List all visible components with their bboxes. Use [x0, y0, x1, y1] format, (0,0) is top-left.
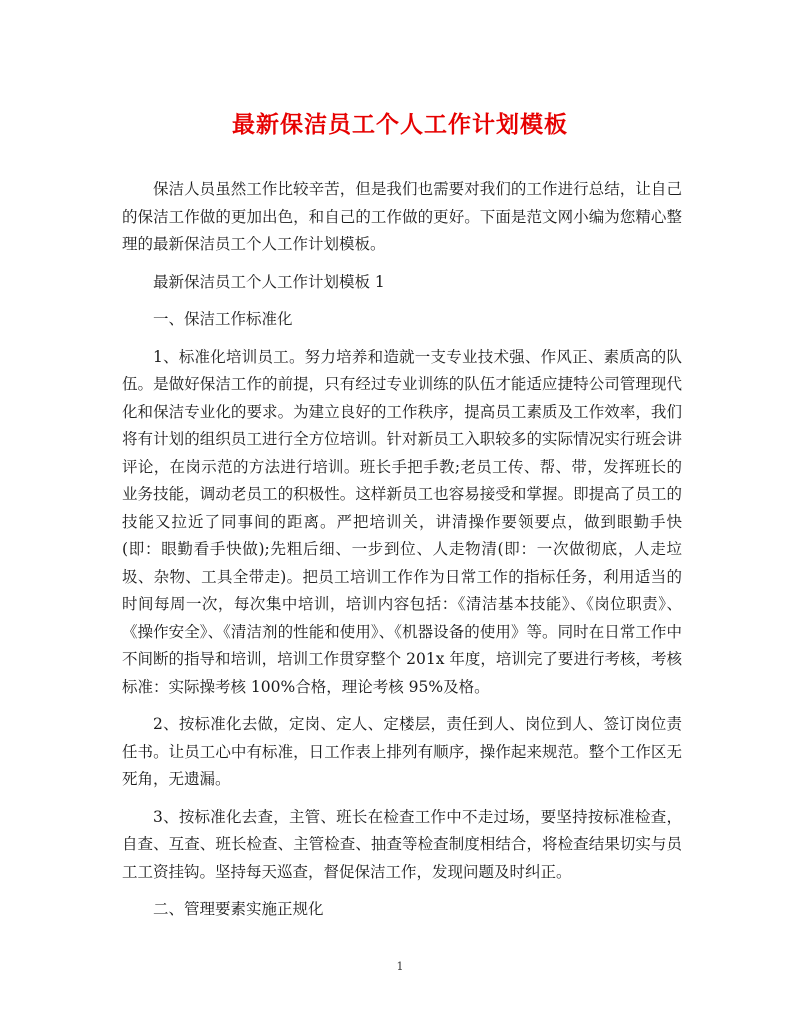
section-heading-standardization: 一、保洁工作标准化 [153, 310, 293, 328]
page-number: 1 [396, 960, 404, 973]
paragraph-standard-inspection: 3、按标准化去查，主管、班长在检查工作中不走过场，要坚持按标准检查，自查、互查、班长检查、主管检查、抽查等检查制度相结合，将检查结果切实与员工工资挂钩。坚持每天巡查，督促保洁工作，发现问题及时纠正。 [122, 807, 682, 881]
paragraph-training: 1、标准化培训员工。努力培养和造就一支专业技术强、作风正、素质高的队伍。是做好保洁工作的前提，只有经过专业训练的队伍才能适应捷特公司管理现代化和保洁专业化的要求。为建立良好的工作秩序，提高员工素质及工作效率，我们将有计划的组织员工进行全方位培训。针对新员工入职较多的实际情况实行班会讲评论，在岗示范的方法进行培训。班长手把手教;老员工传、帮、带，发挥班长的业务技能，调动老员工的积极性。这样新员工也容易接受和掌握。即提高了员工的技能又拉近了同事间的距离。严把培训关，讲清操作要领要点，做到眼勤手快(即：眼勤看手快做);先粗后细、一步到位、人走物清(即：一次做彻底，人走垃圾、杂物、工具全带走)。把员工培训工作作为日常工作的指标任务，利用适当的时间每周一次，每次集中培训，培训内容包括：《清洁基本技能》、《岗位职责》、《操作安全》、《清洁剂的性能和使用》、《机器设备的使用》等。同时在日常工作中不间断的指导和培训，培训工作贯穿整个 201x 年度，培训完了要进行考核，考核标准：实际操考核 100%合格，理论考核 95%及格。 [122, 347, 682, 696]
document-title: 最新保洁员工个人工作计划模板 [232, 111, 568, 138]
section-heading-template-1: 最新保洁员工个人工作计划模板 1 [153, 272, 385, 291]
section-heading-management: 二、管理要素实施正规化 [153, 900, 324, 918]
intro-paragraph: 保洁人员虽然工作比较辛苦，但是我们也需要对我们的工作进行总结，让自己的保洁工作做的更加出色，和自己的工作做的更好。下面是范文网小编为您精心整理的最新保洁员工个人工作计划模板。 [122, 180, 682, 253]
paragraph-standard-work: 2、按标准化去做，定岗、定人、定楼层，责任到人、岗位到人、签订岗位责任书。让员工心中有标准，日工作表上排列有顺序，操作起来规范。整个工作区无死角，无遗漏。 [122, 715, 682, 788]
document-body [122, 176, 682, 934]
